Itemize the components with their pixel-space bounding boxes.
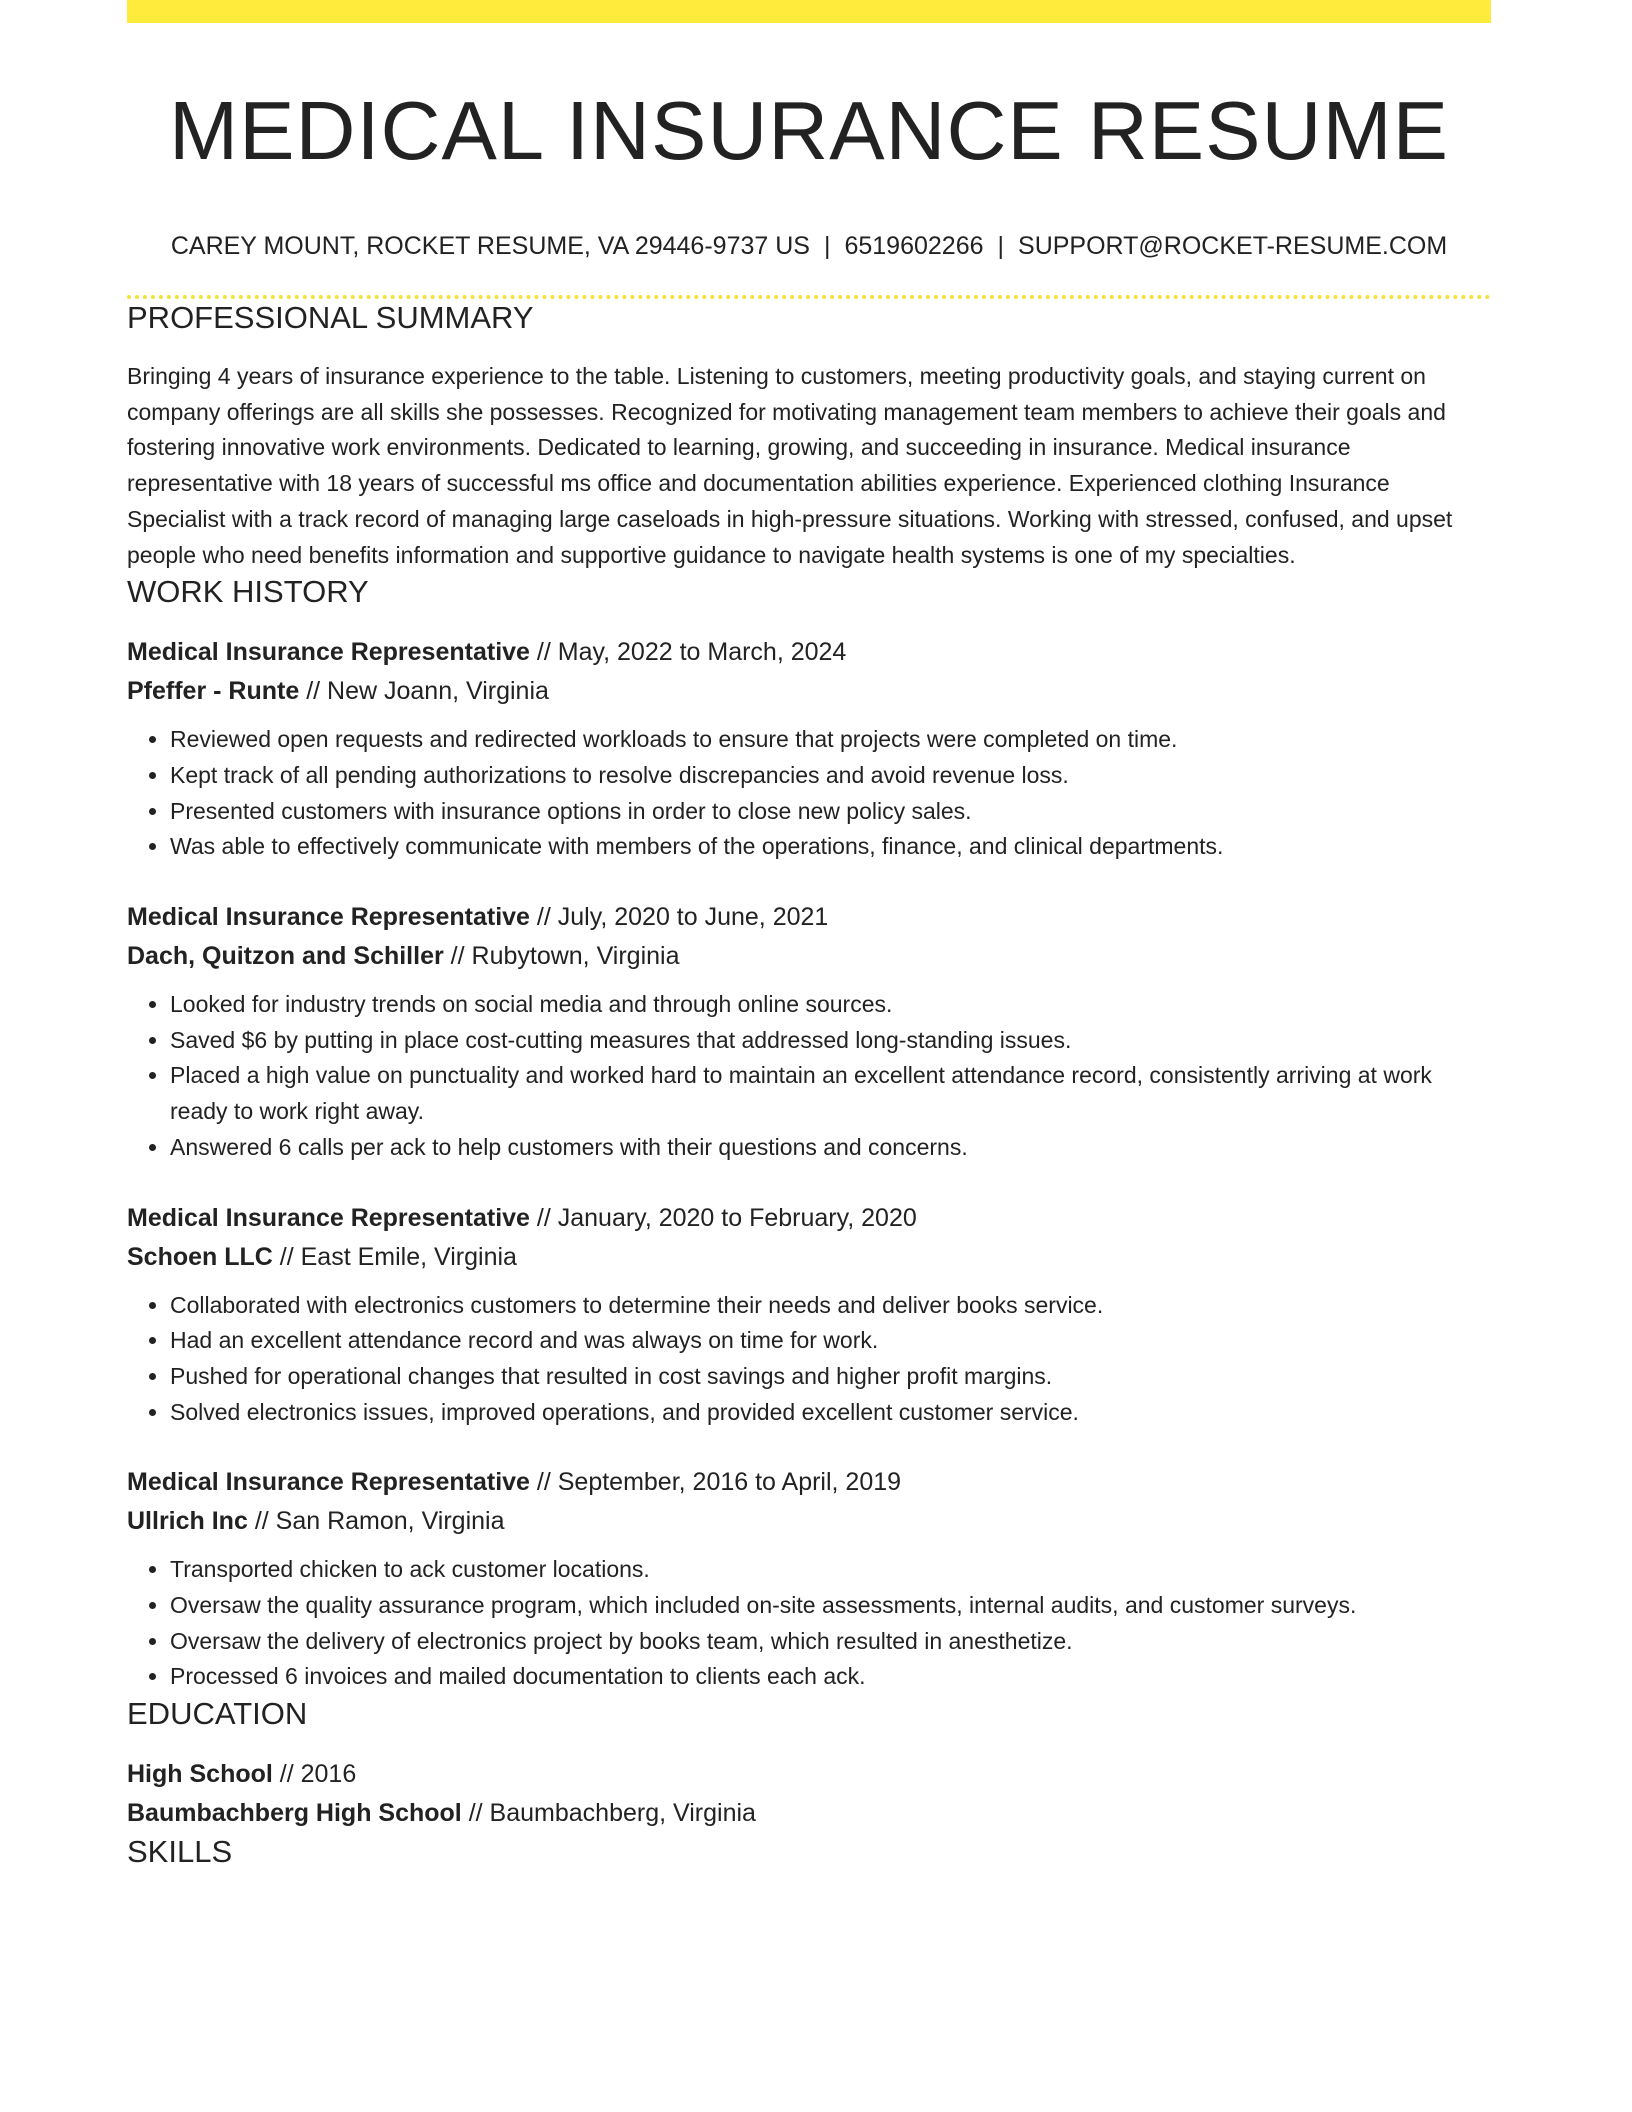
job-title-line	[127, 633, 1491, 672]
job-title-line	[127, 1463, 1491, 1502]
education-location: // Baumbachberg, Virginia	[468, 1799, 756, 1828]
job-bullet: • Kept track of all pending authorizations to resolve discrepancies and avoid revenue loss.	[170, 758, 1491, 794]
contact-address: CAREY MOUNT, ROCKET RESUME, VA 29446-9737 US	[170, 232, 810, 260]
contact-line	[127, 231, 1491, 261]
summary-text: Bringing 4 years of insurance experience to the table. Listening to customers, meeting productivity goals, and staying current on company offerings are all skills she possesses. Recognized for motivating management team members to achieve their goals and fostering innovative work environments. Dedicated to learning, growing, and succeeding in insurance. Medical insurance representative with 18 years of successful ms office and documentation abilities experience. Experienced clothing Insurance Specialist with a track record of managing large caseloads in high-pressure situations. Working with stressed, confused, and upset people who need benefits information and supportive guidance to navigate health systems is one of my specialties.	[127, 363, 1453, 568]
job-bullet: • Reviewed open requests and redirected workloads to ensure that projects were completed on time.	[170, 722, 1491, 758]
job-title-line	[127, 1199, 1491, 1238]
job-company: Dach, Quitzon and Schiller	[127, 942, 444, 971]
job-bullets	[127, 1288, 1491, 1431]
job-dates: // July, 2020 to June, 2021	[536, 903, 829, 932]
work-history-heading: WORK HISTORY	[127, 574, 369, 610]
job-bullet: • Placed a high value on punctuality and worked hard to maintain an excellent attendance record, consistently arriving at work ready to work right away.	[170, 1058, 1491, 1129]
education-school-line	[127, 1794, 1491, 1833]
job-company: Ullrich Inc	[127, 1507, 248, 1536]
skills-heading: SKILLS	[127, 1834, 233, 1870]
job-bullet: • Oversaw the delivery of electronics project by books team, which resulted in anesthetize.	[170, 1624, 1491, 1660]
job-bullets	[127, 1552, 1491, 1695]
job-company-line	[127, 672, 1491, 711]
resume-title: MEDICAL INSURANCE RESUME	[169, 84, 1449, 177]
contact-separator: |	[997, 232, 1005, 260]
education-entry	[127, 1755, 1491, 1833]
job-bullet: • Solved electronics issues, improved operations, and provided excellent customer service.	[170, 1395, 1491, 1431]
job-company-line	[127, 937, 1491, 976]
job-bullet: • Oversaw the quality assurance program, which included on-site assessments, internal audits, and customer surveys.	[170, 1588, 1491, 1624]
job-bullet: • Answered 6 calls per ack to help customers with their questions and concerns.	[170, 1130, 1491, 1166]
job-entry	[127, 898, 1491, 1166]
job-location: // East Emile, Virginia	[279, 1242, 517, 1271]
summary-heading: PROFESSIONAL SUMMARY	[127, 300, 534, 335]
job-company-line	[127, 1238, 1491, 1277]
job-bullet: • Looked for industry trends on social media and through online sources.	[170, 987, 1491, 1023]
job-bullets	[127, 987, 1491, 1166]
job-entry	[127, 1199, 1491, 1431]
contact-phone: 6519602266	[844, 232, 984, 260]
job-entry	[127, 633, 1491, 865]
education-school: Baumbachberg High School	[127, 1799, 462, 1828]
job-bullet: • Presented customers with insurance options in order to close new policy sales.	[170, 794, 1491, 830]
job-location: // San Ramon, Virginia	[254, 1507, 505, 1536]
job-company: Schoen LLC	[127, 1242, 273, 1271]
accent-bar	[127, 0, 1491, 23]
job-bullet: • Was able to effectively communicate with members of the operations, finance, and clinical departments.	[170, 829, 1491, 865]
job-dates: // May, 2022 to March, 2024	[536, 638, 847, 667]
job-location: // New Joann, Virginia	[306, 677, 549, 706]
education-degree-line	[127, 1755, 1491, 1794]
contact-separator: |	[823, 232, 831, 260]
education-heading: EDUCATION	[127, 1696, 308, 1732]
job-bullet: • Had an excellent attendance record and was always on time for work.	[170, 1323, 1491, 1359]
job-bullet: • Transported chicken to ack customer locations.	[170, 1552, 1491, 1588]
job-title: Medical Insurance Representative	[127, 903, 530, 932]
job-bullet: • Pushed for operational changes that resulted in cost savings and higher profit margins.	[170, 1359, 1491, 1395]
job-bullet: • Collaborated with electronics customers to determine their needs and deliver books service.	[170, 1288, 1491, 1324]
job-title-line	[127, 898, 1491, 937]
contact-email: SUPPORT@ROCKET-RESUME.COM	[1018, 232, 1448, 260]
job-title: Medical Insurance Representative	[127, 638, 530, 667]
job-title: Medical Insurance Representative	[127, 1203, 530, 1232]
job-title: Medical Insurance Representative	[127, 1468, 530, 1497]
job-entry	[127, 1463, 1491, 1695]
job-location: // Rubytown, Virginia	[450, 942, 680, 971]
job-bullet: • Processed 6 invoices and mailed documentation to clients each ack.	[170, 1659, 1491, 1695]
education-year: // 2016	[279, 1760, 357, 1789]
job-dates: // January, 2020 to February, 2020	[536, 1203, 917, 1232]
education-degree: High School	[127, 1760, 273, 1789]
job-company-line	[127, 1502, 1491, 1541]
job-company: Pfeffer - Runte	[127, 677, 300, 706]
job-bullet: • Saved $6 by putting in place cost-cutting measures that addressed long-standing issues.	[170, 1023, 1491, 1059]
job-dates: // September, 2016 to April, 2019	[536, 1468, 902, 1497]
job-bullets	[127, 722, 1491, 865]
resume-page	[127, 0, 1491, 1871]
